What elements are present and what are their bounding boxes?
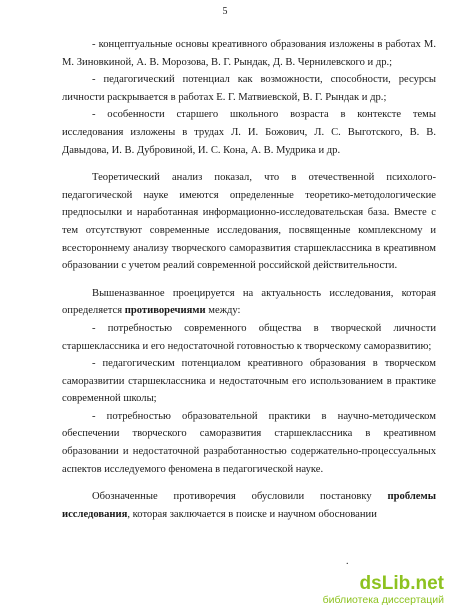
text-fragment: Вышеназванное проецируется на актуальность исследования, которая определяется — [62, 287, 436, 317]
paragraph-contradictions-intro — [62, 285, 436, 320]
paragraph-contradiction-1: - потребностью современного общества в творческой личности старшеклассника и его недостаточной готовностью к творческому саморазвитию; — [62, 322, 436, 352]
stray-mark: . — [346, 556, 349, 567]
page-number: 5 — [222, 6, 228, 17]
paragraph-research-problem — [62, 488, 436, 523]
watermark[interactable] — [323, 574, 444, 606]
paragraph-theoretical-analysis: Теоретический анализ показал, что в отечественной психолого-педагогической науке имеются определенные теоретико-методологические предпосылки и наработанная информационно-исследовательская база. Вместе с тем отсутствуют современные исследования, посвященные комплексному и всестороннему анализу творческого саморазвития старшеклассника в креативном образовании с учетом реалий современной российской действительности. — [62, 172, 436, 272]
paragraph-pedagogical-potential: - педагогический потенциал как возможности, способности, ресурсы личности раскрывается в работах Е. Г. Матвиевской, В. Г. Рындак и др.; — [62, 74, 436, 103]
text-fragment: , которая заключается в поиске и научном обосновании — [127, 508, 377, 520]
watermark-logo[interactable]: dsLib.net — [359, 573, 444, 594]
text-fragment: Обозначенные противоречия обусловили постановку — [92, 491, 388, 503]
page-body — [62, 36, 436, 523]
paragraph-contradiction-3: - потребностью образовательной практики в научно-методическом обеспечении творческого саморазвития старшеклассника в креативном образовании и недостаточной разработанностью содержательно-процессуальных аспектов исследуемого феномена в педагогической науке. — [62, 410, 436, 475]
paragraph-conceptual-foundations: - концептуальные основы креативного образования изложены в работах М. М. Зиновкиной, А. В. Морозова, В. Г. Рындак, Д. В. Чернилевского и др.; — [62, 39, 436, 68]
watermark-subtitle: библиотека диссертаций — [322, 594, 444, 606]
bold-term-contradictions: противоречиями — [124, 305, 206, 317]
text-fragment: между: — [205, 305, 241, 317]
paragraph-senior-school-age: - особенности старшего школьного возраста в контексте темы исследования изложены в трудах Л. И. Божович, Л. С. Выготского, В. В. Давыдова, И. В. Дубровиной, И. С. Кона, А. В. Мудрика и др. — [62, 109, 436, 156]
bold-term-research-problem: проблемы исследования — [62, 491, 436, 520]
paragraph-contradiction-2: - педагогическим потенциалом креативного образования в творческом саморазвитии старшеклассника и недостаточным его использованием в практике современной школы; — [62, 358, 436, 405]
